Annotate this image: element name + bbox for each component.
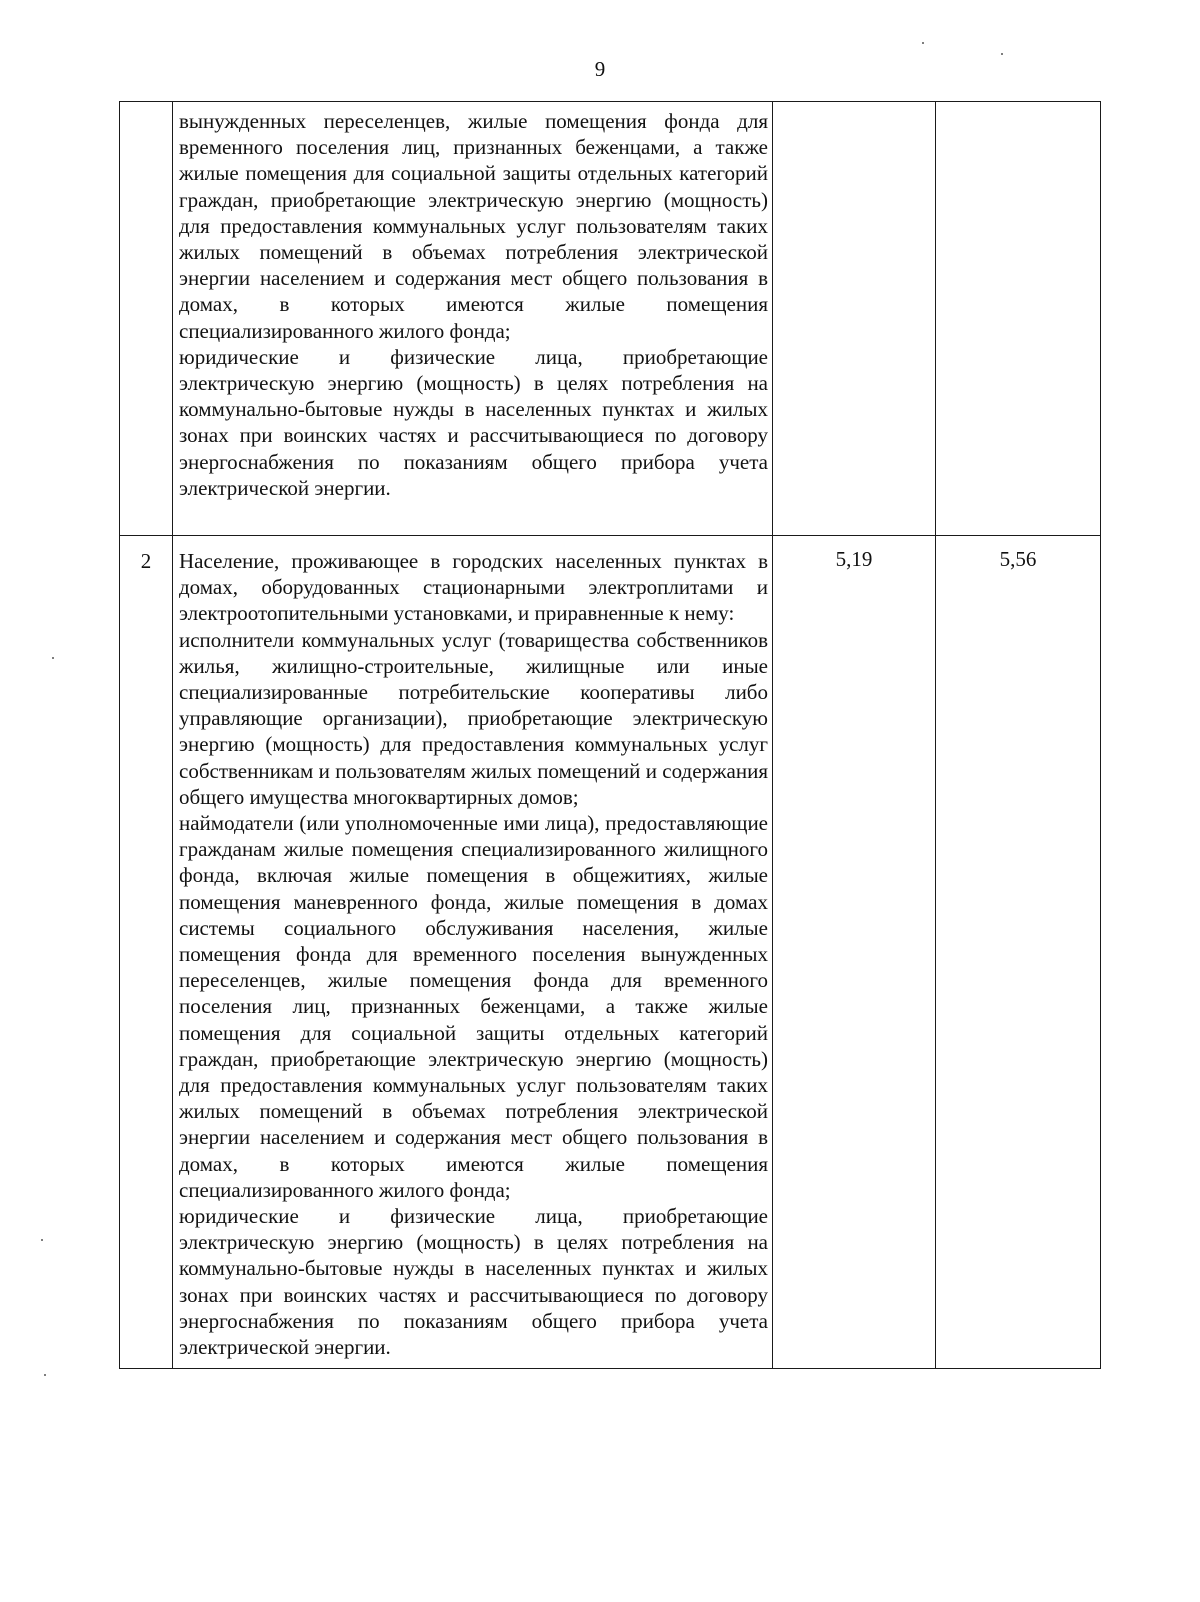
row-number-cell	[120, 102, 173, 536]
description-paragraph: Население, проживающее в городских населенных пунктах в домах, оборудованных стационарными электроплитами и электроотопительными установками, и приравненные к нему:	[179, 549, 768, 626]
consumer-description-cell	[173, 102, 773, 536]
scan-speck	[922, 42, 924, 44]
table-row	[120, 536, 1101, 1369]
scan-speck	[52, 657, 54, 659]
scan-speck	[41, 1239, 43, 1241]
description-paragraph: исполнители коммунальных услуг (товарищества собственников жилья, жилищно-строительные, жилищные или иные специализированные потребительские кооперативы либо управляющие организации), приобретающие электрическую энергию (мощность) для предоставления коммунальных услуг собственникам и пользователям жилых помещений и содержания общего имущества многоквартирных домов;	[179, 627, 768, 809]
tariff-table	[119, 101, 1101, 1369]
tariff-value-2-cell: 5,56	[936, 536, 1101, 1369]
description-paragraph: юридические и физические лица, приобретающие электрическую энергию (мощность) в целях потребления на коммунально-бытовые нужды в населенных пунктах и жилых зонах при воинских частях и рассчитывающиеся по договору энергоснабжения по показаниям общего прибора учета электрической энергии.	[179, 344, 768, 500]
table-row	[120, 102, 1101, 536]
tariff-value-1-cell	[773, 102, 936, 536]
tariff-value-1-cell: 5,19	[773, 536, 936, 1369]
tariff-value-2-cell	[936, 102, 1101, 536]
page-number: 9	[594, 57, 606, 81]
description-paragraph: юридические и физические лица, приобретающие электрическую энергию (мощность) в целях потребления на коммунально-бытовые нужды в населенных пунктах и жилых зонах при воинских частях и рассчитывающиеся по договору энергоснабжения по показаниям общего прибора учета электрической энергии.	[179, 1204, 768, 1360]
description-paragraph: вынужденных переселенцев, жилые помещения фонда для временного поселения лиц, признанных беженцами, а также жилые помещения для социальной защиты отдельных категорий граждан, приобретающие электрическую энергию (мощность) для предоставления коммунальных услуг пользователям таких жилых помещений в объемах потребления электрической энергии населением и содержания мест общего пользования в домах, в которых имеются жилые помещения специализированного жилого фонда;	[179, 109, 768, 343]
scan-speck	[44, 1374, 46, 1376]
row-number-cell: 2	[120, 536, 173, 1369]
consumer-description-cell	[173, 536, 773, 1369]
scan-speck	[1001, 53, 1003, 55]
description-paragraph: наймодатели (или уполномоченные ими лица), предоставляющие гражданам жилые помещения специализированного жилищного фонда, включая жилые помещения в общежитиях, жилые помещения маневренного фонда, жилые помещения в домах системы социального обслуживания населения, жилые помещения фонда для временного поселения вынужденных переселенцев, жилые помещения фонда для временного поселения лиц, признанных беженцами, а также жилые помещения для социальной защиты отдельных категорий граждан, приобретающие электрическую энергию (мощность) для предоставления коммунальных услуг пользователям таких жилых помещений в объемах потребления электрической энергии населением и содержания мест общего пользования в домах, в которых имеются жилые помещения специализированного жилого фонда;	[179, 811, 768, 1202]
